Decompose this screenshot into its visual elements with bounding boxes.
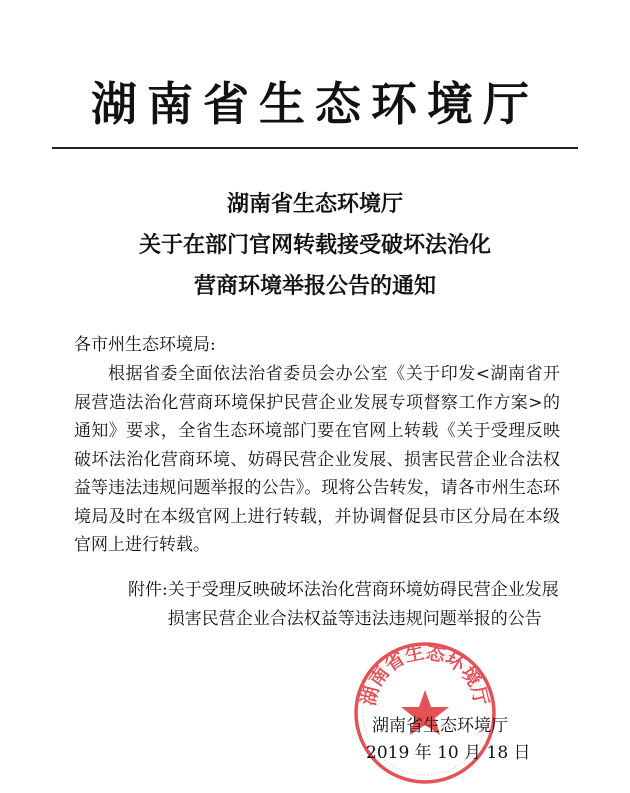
document-header-title: 湖南省生态环境厅 bbox=[91, 77, 539, 131]
salutation: 各市州生态环境局: bbox=[74, 335, 216, 355]
seal-text: 湖南省生态环境厅 bbox=[357, 641, 493, 708]
notice-title-line-3: 营商环境举报公告的通知 bbox=[193, 274, 436, 299]
notice-title-line-1: 湖南省生态环境厅 bbox=[226, 192, 403, 217]
header-divider bbox=[52, 147, 578, 149]
attachment-content: 关于受理反映破坏法治化营商环境妨碍民营企业发展损害民营企业合法权益等违法违规问题举报的公告 bbox=[167, 580, 559, 629]
attachment-label: 附件: bbox=[128, 580, 168, 600]
signature-date: 2019 年 10 月 18 日 bbox=[366, 743, 531, 763]
signature-organization: 湖南省生态环境厅 bbox=[372, 716, 508, 736]
body-paragraph: 根据省委全面依法治省委员会办公室《关于印发<湖南省开展营造法治化营商环境保护民营企业发展专项督察工作方案>的通知》要求，全省生态环境部门要在官网上转载《关于受理反映破坏法治化营商环境、妨碍民营企业发展、损害民营企业合法权益等违法违规问题举报的公告》。现将公告转发，请各市州生态环境局及时在本级官网上进行转载，并协调督促县市区分局在本级官网上进行转载。 bbox=[74, 364, 560, 555]
notice-title-line-2: 关于在部门官网转载接受破坏法治化 bbox=[138, 233, 491, 258]
attachment-block bbox=[128, 576, 568, 634]
